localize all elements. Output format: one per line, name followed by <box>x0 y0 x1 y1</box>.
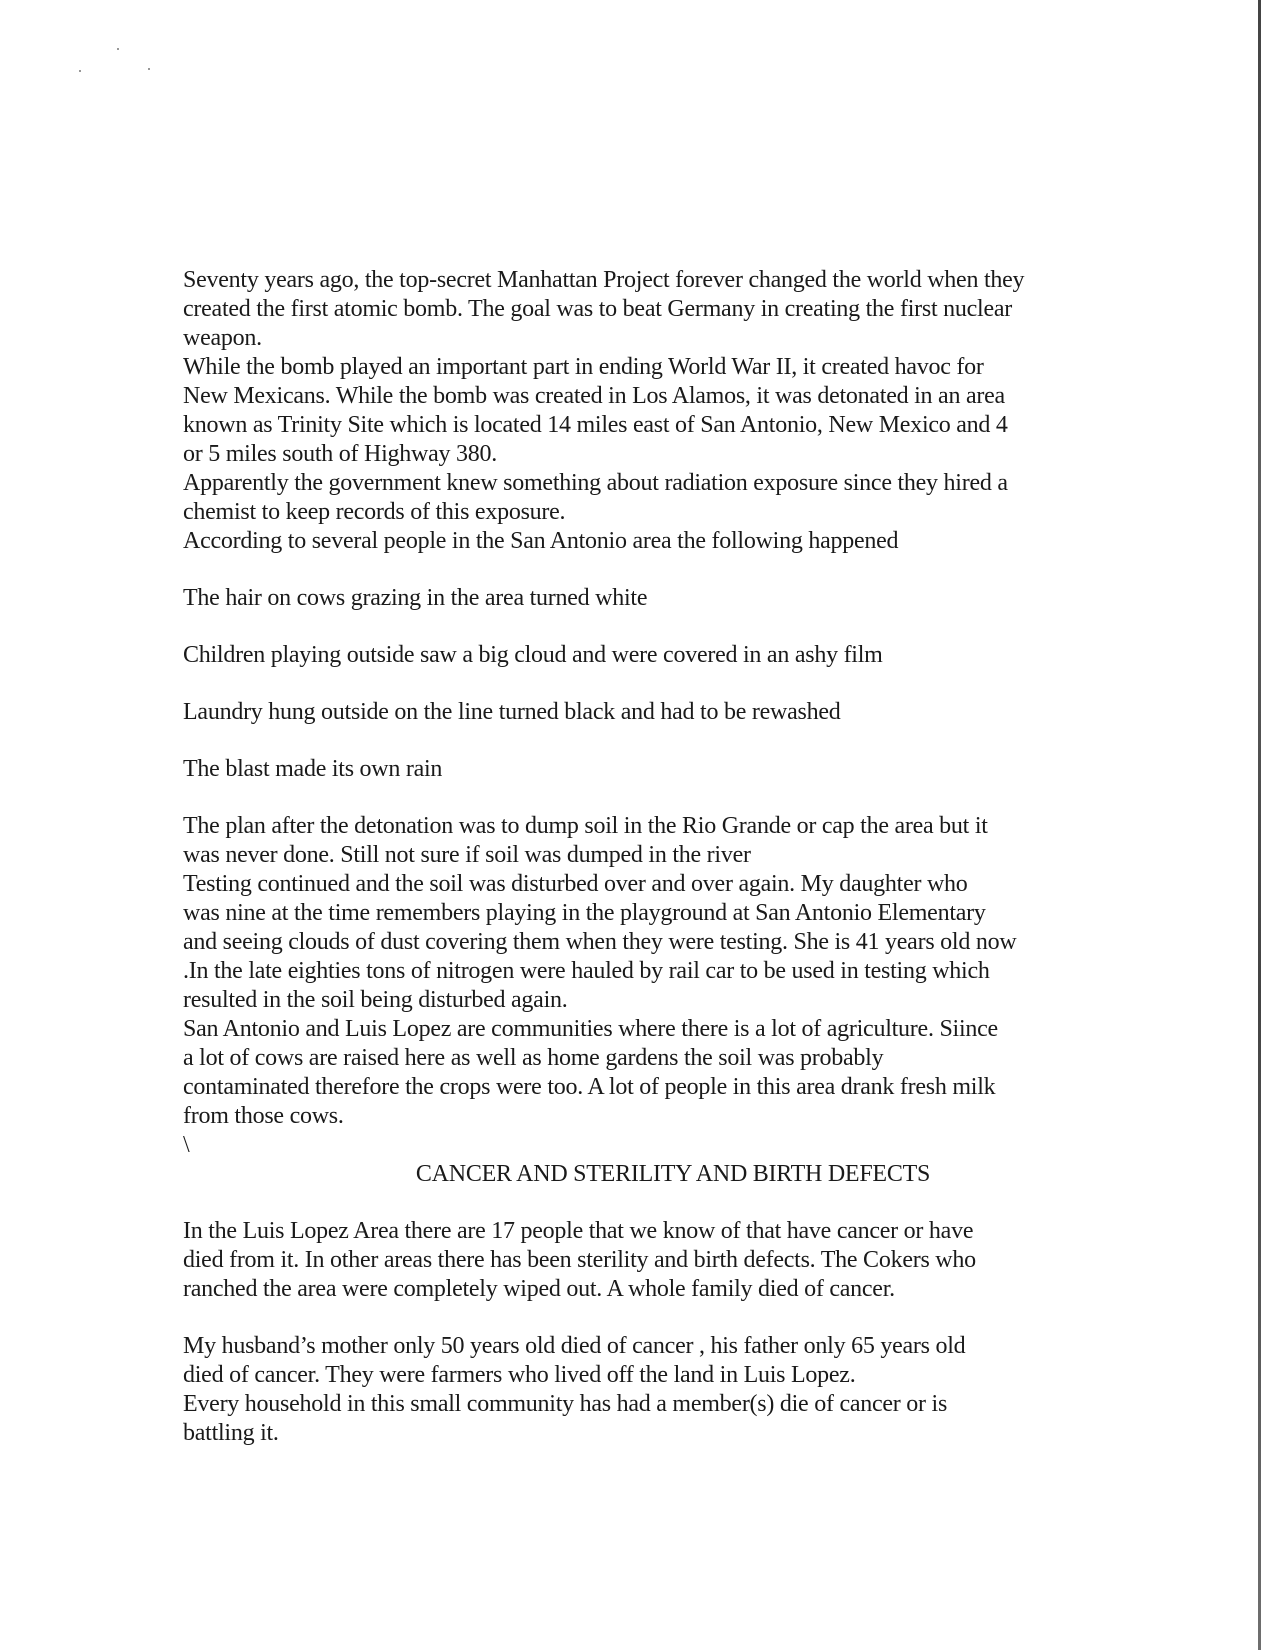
blank-line <box>183 784 1073 812</box>
text-line: According to several people in the San Antonio area the following happened <box>183 528 899 554</box>
observation-item: The blast made its own rain <box>183 756 443 782</box>
text-line: The plan after the detonation was to dump soil in the Rio Grande or cap the area but it <box>183 813 988 839</box>
text-line: contaminated therefore the crops were too. A lot of people in this area drank fresh milk <box>183 1074 996 1100</box>
text-line: \ <box>183 1132 190 1158</box>
scan-speck <box>148 68 150 70</box>
text-line: San Antonio and Luis Lopez are communities where there is a lot of agriculture. Siince <box>183 1016 998 1042</box>
text-line: .In the late eighties tons of nitrogen were hauled by rail car to be used in testing which <box>183 958 990 984</box>
scan-edge <box>1258 0 1261 1650</box>
text-line: chemist to keep records of this exposure. <box>183 499 566 525</box>
text-line: from those cows. <box>183 1103 344 1129</box>
text-line: created the first atomic bomb. The goal was to beat Germany in creating the first nuclear <box>183 296 1012 322</box>
document-body <box>183 266 1073 1448</box>
observation-item: The hair on cows grazing in the area turned white <box>183 585 648 611</box>
text-line: was nine at the time remembers playing in the playground at San Antonio Elementary <box>183 900 986 926</box>
text-line: My husband’s mother only 50 years old died of cancer , his father only 65 years old <box>183 1333 966 1359</box>
text-line: resulted in the soil being disturbed again. <box>183 987 568 1013</box>
text-line: was never done. Still not sure if soil was dumped in the river <box>183 842 751 868</box>
scan-speck <box>117 48 119 50</box>
scan-speck <box>79 70 81 72</box>
text-line: While the bomb played an important part in ending World War II, it created havoc for <box>183 354 984 380</box>
text-line: Seventy years ago, the top-secret Manhattan Project forever changed the world when they <box>183 267 1025 293</box>
blank-line <box>183 670 1073 698</box>
text-line: Testing continued and the soil was disturbed over and over again. My daughter who <box>183 871 968 897</box>
blank-line <box>183 727 1073 755</box>
text-line: died from it. In other areas there has been sterility and birth defects. The Cokers who <box>183 1247 976 1273</box>
text-line: In the Luis Lopez Area there are 17 people that we know of that have cancer or have <box>183 1218 974 1244</box>
blank-line <box>183 1304 1073 1332</box>
text-line: battling it. <box>183 1420 279 1446</box>
text-line: died of cancer. They were farmers who lived off the land in Luis Lopez. <box>183 1362 856 1388</box>
text-line: Apparently the government knew something about radiation exposure since they hired a <box>183 470 1008 496</box>
section-heading: CANCER AND STERILITY AND BIRTH DEFECTS <box>415 1161 931 1187</box>
text-line: a lot of cows are raised here as well as home gardens the soil was probably <box>183 1045 884 1071</box>
text-line: or 5 miles south of Highway 380. <box>183 441 497 467</box>
blank-line <box>183 613 1073 641</box>
observation-item: Laundry hung outside on the line turned black and had to be rewashed <box>183 699 841 725</box>
blank-line <box>183 556 1073 584</box>
text-line: New Mexicans. While the bomb was created in Los Alamos, it was detonated in an area <box>183 383 1005 409</box>
text-line: known as Trinity Site which is located 14 miles east of San Antonio, New Mexico and 4 <box>183 412 1008 438</box>
text-line: Every household in this small community has had a member(s) die of cancer or is <box>183 1391 948 1417</box>
text-line: ranched the area were completely wiped out. A whole family died of cancer. <box>183 1276 895 1302</box>
text-line: and seeing clouds of dust covering them when they were testing. She is 41 years old now <box>183 929 1017 955</box>
text-line: weapon. <box>183 325 262 351</box>
blank-line <box>183 1189 1073 1217</box>
observation-item: Children playing outside saw a big cloud and were covered in an ashy film <box>183 642 883 668</box>
